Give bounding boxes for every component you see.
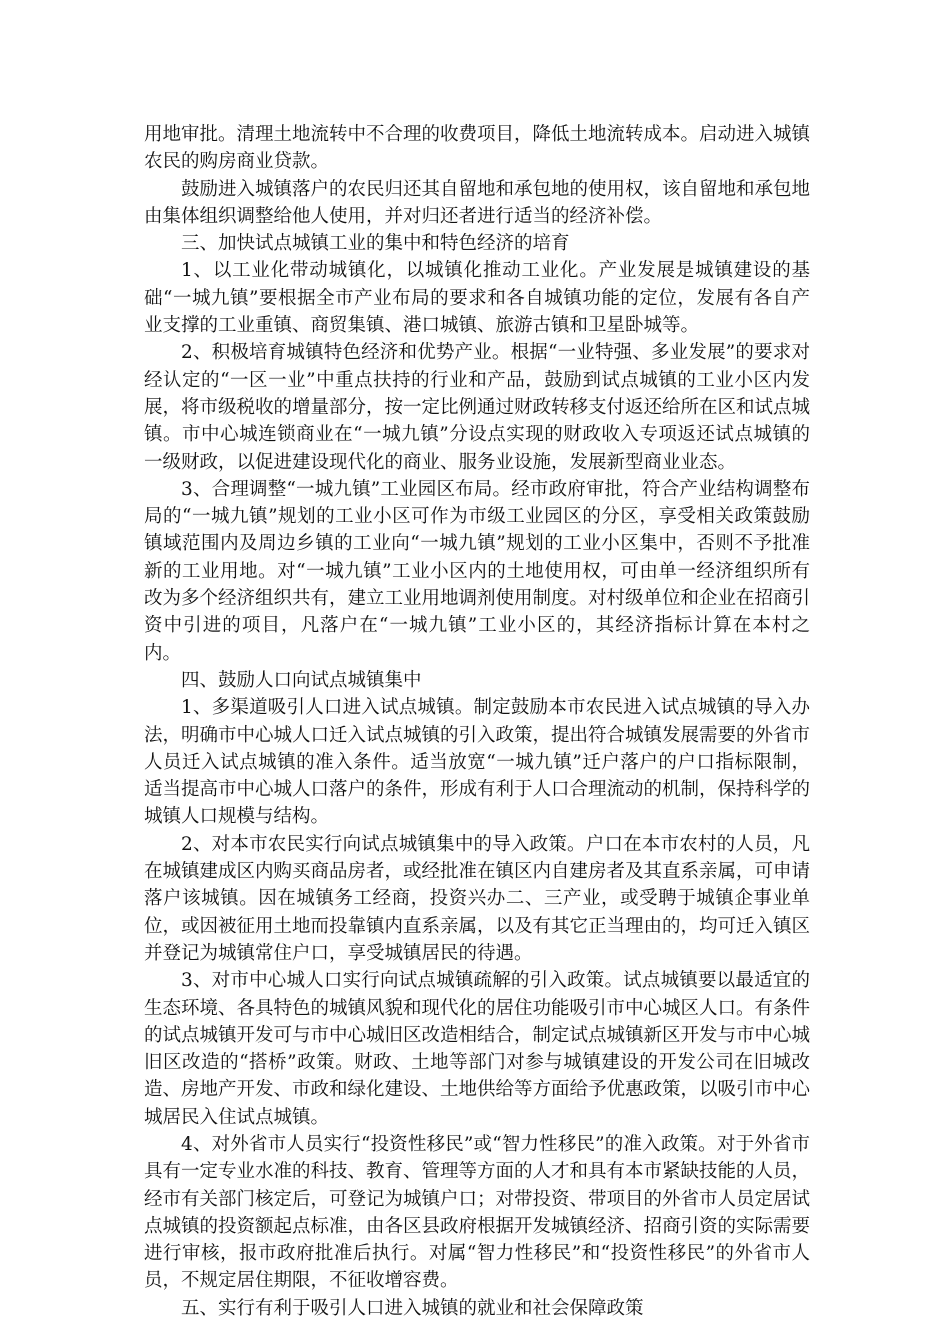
paragraph-4-2: 2、对本市农民实行向试点城镇集中的导入政策。户口在本市农村的人员，凡在城镇建成区内购买商品房者，或经批准在镇区内自建房者及其直系亲属，可申请落户该城镇。因在城镇务工经商，投资兴办二、三产业，或受聘于城镇企事业单位，或因被征用土地而投靠镇内直系亲属，以及有其它正当理由的，均可迁入镇区并登记为城镇常住户口，享受城镇居民的待遇。 <box>144 833 811 964</box>
paragraph-4-4: 4、对外省市人员实行“投资性移民”或“智力性移民”的准入政策。对于外省市具有一定专业水准的科技、教育、管理等方面的人才和具有本市紧缺技能的人员，经市有关部门核定后，可登记为城镇户口；对带投资、带项目的外省市人员定居试点城镇的投资额起点标准，由各区县政府根据开发城镇经济、招商引资的实际需要进行审核，报市政府批准后执行。对属“智力性移民”和“投资性移民”的外省市人员，不规定居住期限，不征收增容费。 <box>144 1133 811 1292</box>
paragraph-4-1: 1、多渠道吸引人口进入试点城镇。制定鼓励本市农民进入试点城镇的导入办法，明确市中心城人口迁入试点城镇的引入政策，提出符合城镇发展需要的外省市人员迁入试点城镇的准入条件。适当放宽“一城九镇”迁户落户的户口指标限制，适当提高市中心城人口落户的条件，形成有利于人口合理流动的机制，保持科学的城镇人口规模与结构。 <box>144 697 811 828</box>
paragraph-land-approval: 用地审批。清理土地流转中不合理的收费项目，降低土地流转成本。启动进入城镇农民的购房商业贷款。 <box>144 124 811 173</box>
paragraph-3-1: 1、以工业化带动城镇化，以城镇化推动工业化。产业发展是城镇建设的基础“一城九镇”要根据全市产业布局的要求和各自城镇功能的定位，发展有各自产业支撑的工业重镇、商贸集镇、港口城镇、旅游古镇和卫星卧城等。 <box>144 260 810 337</box>
section-heading-4: 四、鼓励人口向试点城镇集中 <box>181 669 422 691</box>
paragraph-3-2: 2、积极培育城镇特色经济和优势产业。根据“一业特强、多业发展”的要求对经认定的“一区一业”中重点扶持的行业和产品，鼓励到试点城镇的工业小区内发展，将市级税收的增量部分，按一定比例通过财政转移支付返还给所在区和试点城镇。市中心城连锁商业在“一城九镇”分设点实现的财政收入专项返还试点城镇的一级财政，以促进建设现代化的商业、服务业设施，发展新型商业业态。 <box>144 342 811 473</box>
paragraph-4-3: 3、对市中心城人口实行向试点城镇疏解的引入政策。试点城镇要以最适宜的生态环境、各具特色的城镇风貌和现代化的居住功能吸引市中心城区人口。有条件的试点城镇开发可与市中心城旧区改造相结合，制定试点城镇新区开发与市中心城旧区改造的“搭桥”政策。财政、土地等部门对参与城镇建设的开发公司在旧城改造、房地产开发、市政和绿化建设、土地供给等方面给予优惠政策，以吸引市中心城居民入住试点城镇。 <box>144 970 811 1128</box>
section-heading-5: 五、实行有利于吸引人口进入城镇的就业和社会保障政策 <box>181 1297 644 1319</box>
paragraph-return-land-rights: 鼓励进入城镇落户的农民归还其自留地和承包地的使用权，该自留地和承包地由集体组织调整给他人使用，并对归还者进行适当的经济补偿。 <box>144 178 811 227</box>
document-body <box>144 121 810 1322</box>
paragraph-3-3: 3、合理调整“一城九镇”工业园区布局。经市政府审批，符合产业结构调整布局的“一城九镇”规划的工业小区可作为市级工业园区的分区，享受相关政策鼓励镇域范围内及周边乡镇的工业向“一城九镇”规划的工业小区集中，否则不予批准新的工业用地。对“一城九镇”工业小区内的土地使用权，可由单一经济组织所有改为多个经济组织共有，建立工业用地调剂使用制度。对村级单位和企业在招商引资中引进的项目，凡落户在“一城九镇”工业小区的，其经济指标计算在本村之内。 <box>144 478 811 664</box>
section-heading-3: 三、加快试点城镇工业的集中和特色经济的培育 <box>181 233 570 255</box>
